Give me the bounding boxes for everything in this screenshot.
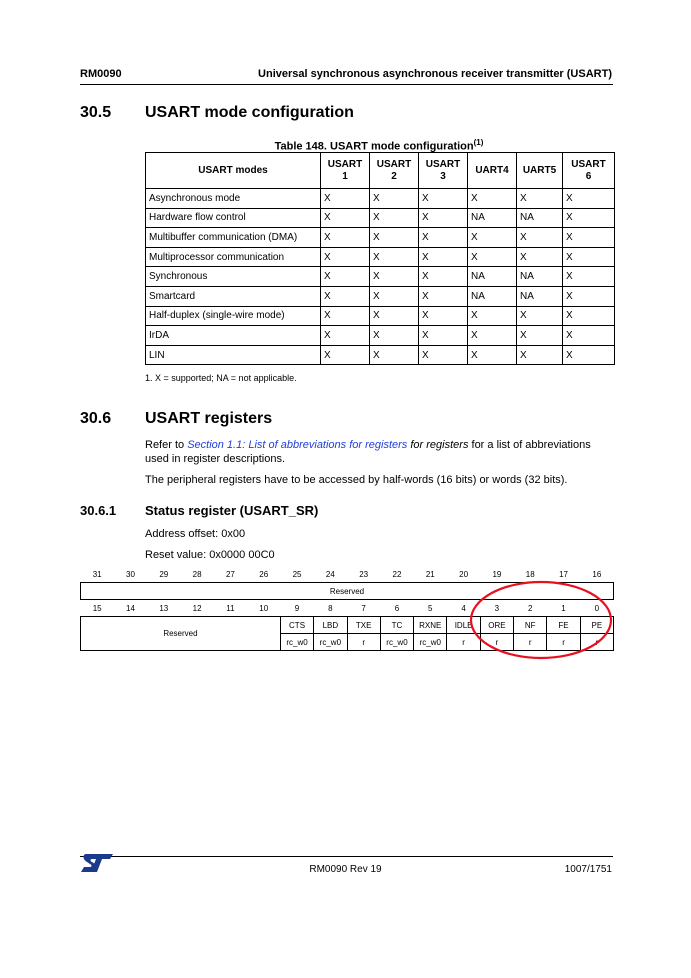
table-caption <box>145 138 613 153</box>
support-cell: X <box>321 208 370 228</box>
support-cell: X <box>419 189 468 209</box>
support-cell: X <box>468 189 517 209</box>
support-cell: X <box>419 228 468 248</box>
reserved-lower: Reserved <box>81 617 281 651</box>
support-cell: X <box>321 247 370 267</box>
table-row <box>146 189 615 209</box>
bit-number: 23 <box>359 569 369 579</box>
bit-number: 12 <box>192 603 202 613</box>
red-circle-mark <box>471 582 611 658</box>
support-cell: X <box>321 345 370 365</box>
section-title: USART mode configuration <box>145 104 354 121</box>
support-cell: X <box>419 306 468 326</box>
field-access: r <box>447 634 480 651</box>
support-cell: X <box>370 189 419 209</box>
field-idle: IDLE <box>447 617 480 634</box>
mode-name-cell: Asynchronous mode <box>146 189 321 209</box>
field-lbd: LBD <box>314 617 347 634</box>
paragraph-abbreviations <box>145 438 615 466</box>
support-cell: X <box>321 286 370 306</box>
support-cell: X <box>321 189 370 209</box>
field-access: r <box>347 634 380 651</box>
bit-number: 24 <box>325 569 335 579</box>
support-cell: X <box>563 267 615 287</box>
usart-mode-table <box>145 152 615 365</box>
bit-number: 26 <box>259 569 269 579</box>
annotation-ellipse <box>466 578 616 664</box>
field-cts: CTS <box>280 617 313 634</box>
support-cell: X <box>370 228 419 248</box>
section-number: 30.6.1 <box>80 503 117 518</box>
header-rule <box>80 84 613 85</box>
support-cell: X <box>370 267 419 287</box>
footer-page-number: 1007/1751 <box>564 864 612 875</box>
bit-number: 18 <box>525 569 535 579</box>
table-row <box>146 326 615 346</box>
support-cell: X <box>563 286 615 306</box>
bit-number: 17 <box>559 569 568 579</box>
field-rxne: RXNE <box>414 617 447 634</box>
table-caption-text: Table 148. USART mode configuration <box>274 140 474 153</box>
support-cell: NA <box>517 208 563 228</box>
bit-number: 7 <box>361 603 366 613</box>
support-cell: NA <box>468 208 517 228</box>
bit-number: 30 <box>126 569 135 579</box>
table-row <box>146 267 615 287</box>
table-row <box>146 228 615 248</box>
support-cell: X <box>370 286 419 306</box>
section-number: 30.6 <box>80 410 112 427</box>
address-offset: Address offset: 0x00 <box>145 528 246 540</box>
table-row <box>146 247 615 267</box>
para-text: for a list of abbreviations used in register descriptions. <box>145 439 591 465</box>
column-header-usart: UART5 <box>517 153 563 189</box>
column-header-usart: USART 6 <box>563 153 615 189</box>
bit-number: 0 <box>594 603 600 613</box>
support-cell: X <box>468 345 517 365</box>
section-30-6-1-heading <box>80 503 613 521</box>
bit-number: 2 <box>527 603 533 613</box>
table-row <box>146 345 615 365</box>
section-1-1-link[interactable]: Section 1.1: List of abbreviations for registers <box>187 439 408 451</box>
support-cell: X <box>419 247 468 267</box>
support-cell: X <box>563 306 615 326</box>
support-cell: X <box>321 228 370 248</box>
support-cell: X <box>563 228 615 248</box>
support-cell: X <box>321 306 370 326</box>
footer-revision: RM0090 Rev 19 <box>309 864 382 875</box>
support-cell: X <box>468 306 517 326</box>
bit-number: 6 <box>394 603 400 613</box>
column-header-usart: USART 3 <box>419 153 468 189</box>
mode-name-cell: Multiprocessor communication <box>146 247 321 267</box>
bit-number: 15 <box>92 603 102 613</box>
support-cell: X <box>419 267 468 287</box>
field-access: r <box>480 634 513 651</box>
para-text: Refer to <box>145 439 188 451</box>
support-cell: X <box>321 267 370 287</box>
field-access: rc_w0 <box>280 634 313 651</box>
mode-name-cell: Smartcard <box>146 286 321 306</box>
support-cell: NA <box>468 286 517 306</box>
support-cell: X <box>419 345 468 365</box>
support-cell: X <box>563 189 615 209</box>
field-access: rc_w0 <box>314 634 347 651</box>
support-cell: X <box>321 326 370 346</box>
support-cell: NA <box>517 286 563 306</box>
support-cell: X <box>517 247 563 267</box>
support-cell: X <box>468 228 517 248</box>
support-cell: X <box>370 345 419 365</box>
bit-number: 9 <box>294 603 300 613</box>
support-cell: X <box>468 326 517 346</box>
bit-number: 19 <box>492 569 502 579</box>
mode-name-cell: Synchronous <box>146 267 321 287</box>
bit-number: 21 <box>425 569 435 579</box>
bit-number: 11 <box>226 603 235 613</box>
bit-number: 22 <box>392 569 402 579</box>
field-txe: TXE <box>347 617 380 634</box>
support-cell: X <box>419 286 468 306</box>
paragraph-access: The peripheral registers have to be accessed by half-words (16 bits) or words (32 bits). <box>145 474 568 486</box>
column-header-usart: UART4 <box>468 153 517 189</box>
section-30-5-heading <box>80 104 613 124</box>
support-cell: NA <box>517 267 563 287</box>
bit-number: 14 <box>126 603 135 613</box>
support-cell: X <box>370 306 419 326</box>
support-cell: X <box>370 208 419 228</box>
section-title: USART registers <box>145 410 273 427</box>
field-nf: NF <box>514 617 547 634</box>
field-access: r <box>580 634 613 651</box>
support-cell: X <box>419 208 468 228</box>
field-fe: FE <box>547 617 580 634</box>
support-cell: X <box>517 326 563 346</box>
support-cell: X <box>517 189 563 209</box>
support-cell: X <box>419 326 468 346</box>
support-cell: X <box>370 326 419 346</box>
mode-name-cell: IrDA <box>146 326 321 346</box>
column-header-usart: USART 1 <box>321 153 370 189</box>
table-row <box>146 286 615 306</box>
para-text-italic: for registers <box>407 439 469 451</box>
bit-number: 25 <box>292 569 302 579</box>
support-cell: X <box>563 247 615 267</box>
column-header-modes: USART modes <box>146 153 321 189</box>
table-caption-note: (1) <box>473 138 484 147</box>
mode-name-cell: LIN <box>146 345 321 365</box>
field-access: rc_w0 <box>380 634 413 651</box>
bit-number: 28 <box>192 569 202 579</box>
field-access: rc_w0 <box>414 634 447 651</box>
bit-number: 29 <box>159 569 169 579</box>
reserved-upper: Reserved <box>81 583 614 600</box>
support-cell: X <box>370 247 419 267</box>
bit-number: 4 <box>461 603 466 613</box>
table-row <box>146 208 615 228</box>
table-row <box>146 306 615 326</box>
header-doc-id: RM0090 <box>80 68 122 80</box>
mode-name-cell: Hardware flow control <box>146 208 321 228</box>
support-cell: X <box>563 208 615 228</box>
support-cell: X <box>517 306 563 326</box>
section-30-6-heading <box>80 410 613 430</box>
bit-number: 10 <box>259 603 269 613</box>
support-cell: X <box>517 345 563 365</box>
header-title: Universal synchronous asynchronous receiver transmitter (USART) <box>258 68 612 80</box>
support-cell: X <box>563 326 615 346</box>
section-title: Status register (USART_SR) <box>145 503 319 518</box>
bit-number: 3 <box>494 603 500 613</box>
support-cell: NA <box>468 267 517 287</box>
bit-number: 13 <box>159 603 169 613</box>
bit-number: 31 <box>92 569 102 579</box>
support-cell: X <box>517 228 563 248</box>
field-access: r <box>514 634 547 651</box>
field-access: r <box>547 634 580 651</box>
bit-number: 20 <box>459 569 469 579</box>
table-footnote: 1. X = supported; NA = not applicable. <box>145 373 297 383</box>
bit-number: 5 <box>428 603 433 613</box>
column-header-usart: USART 2 <box>370 153 419 189</box>
bit-number: 8 <box>328 603 333 613</box>
support-cell: X <box>563 345 615 365</box>
mode-name-cell: Multibuffer communication (DMA) <box>146 228 321 248</box>
bit-number: 27 <box>225 569 235 579</box>
reset-value: Reset value: 0x0000 00C0 <box>145 549 275 561</box>
field-tc: TC <box>380 617 413 634</box>
table-header-row <box>146 153 615 189</box>
field-pe: PE <box>580 617 613 634</box>
footer-rule <box>80 856 613 857</box>
section-number: 30.5 <box>80 104 112 121</box>
bit-number: 1 <box>561 603 566 613</box>
field-ore: ORE <box>480 617 513 634</box>
support-cell: X <box>468 247 517 267</box>
mode-name-cell: Half-duplex (single-wire mode) <box>146 306 321 326</box>
bit-number: 16 <box>592 569 602 579</box>
